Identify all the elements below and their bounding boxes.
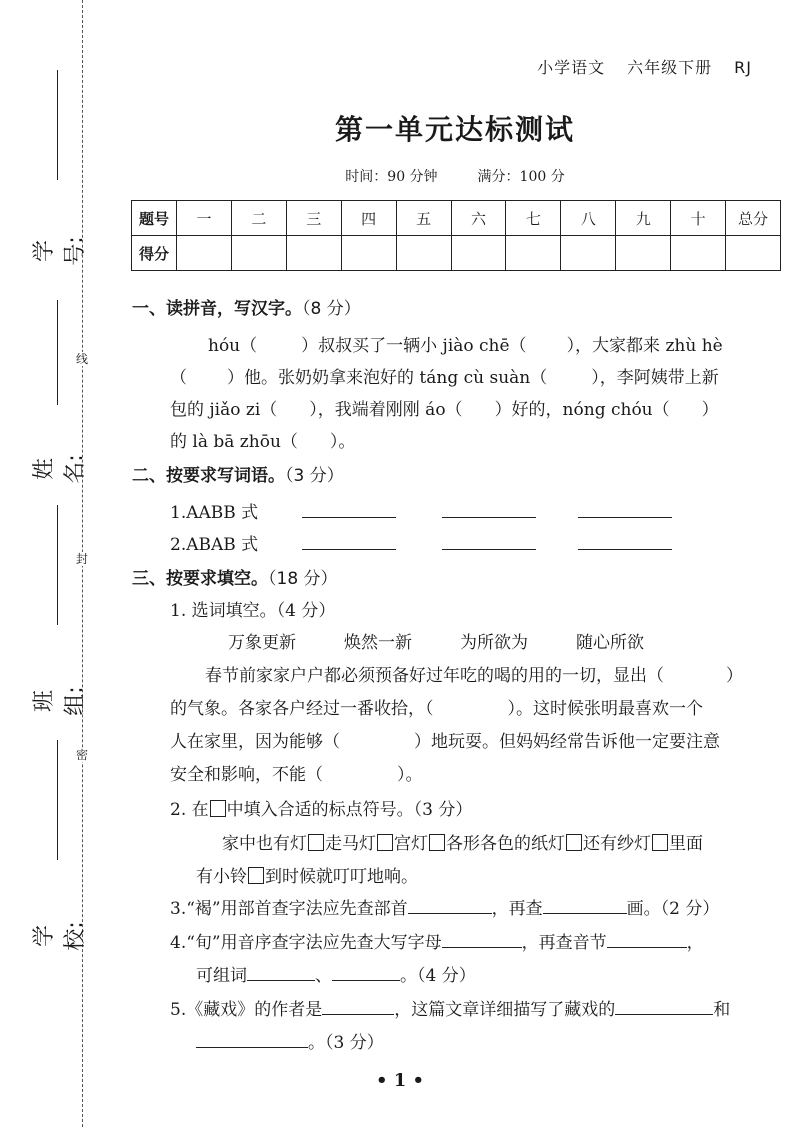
full-score: 满分：100 分 (477, 169, 565, 185)
answer-blank[interactable] (442, 929, 522, 948)
text-run: ，再查 (491, 899, 543, 919)
aabb-row (170, 498, 672, 523)
aabb-label: 1.AABB 式 (170, 503, 259, 523)
text-run: 到时候就叮叮地响。 (265, 867, 418, 887)
text-run: ），李阿姨带上新 (591, 368, 719, 388)
q5-line1 (170, 995, 730, 1020)
q3 (170, 894, 719, 919)
score-cell[interactable] (616, 236, 671, 271)
punctuation-box[interactable] (308, 834, 324, 851)
class-line (57, 505, 58, 625)
section1-title: 一、读拼音，写汉字。 (132, 299, 302, 319)
q2-title (170, 795, 472, 820)
text-run: hóu（ (208, 336, 258, 356)
punctuation-box[interactable] (652, 834, 668, 851)
square-box-icon (210, 800, 226, 817)
score-row (132, 236, 781, 271)
text-run: ）他。张奶奶拿来泡好的 táng cù suàn（ (227, 368, 548, 388)
section1-line3 (170, 395, 719, 420)
text-run: ）好的，nóng chóu（ (494, 400, 670, 420)
text-run: ）地玩耍。但妈妈经常告诉他一定要注意 (414, 732, 720, 752)
answer-blank[interactable] (442, 531, 536, 550)
text-run: ），大家都来 zhù hè (566, 336, 723, 356)
word-option: 焕然一新 (344, 633, 412, 653)
score-cell[interactable] (506, 236, 561, 271)
section2-points: （3 分） (285, 466, 344, 486)
page-number: • 1 • (375, 1070, 425, 1091)
col-header: 五 (396, 201, 451, 236)
word-option: 随心所欲 (576, 633, 644, 653)
score-cell[interactable] (396, 236, 451, 271)
col-header: 九 (616, 201, 671, 236)
text-run: 3.“褐”用部首查字法应先查部首 (170, 899, 408, 919)
answer-blank[interactable] (442, 499, 536, 518)
edition-label: RJ (734, 58, 752, 77)
col-header: 一 (177, 201, 232, 236)
text-run: 家中也有灯 (222, 834, 307, 854)
q1-word-bank (228, 628, 644, 653)
text-run: 画。（2 分） (626, 899, 720, 919)
answer-blank[interactable] (615, 996, 713, 1015)
exam-info (130, 166, 780, 186)
abab-label: 2.ABAB 式 (170, 535, 259, 555)
text-run: 、 (315, 966, 332, 986)
q1-title: 1. 选词填空。（4 分） (170, 601, 336, 621)
score-cell[interactable] (231, 236, 286, 271)
section2-title: 二、按要求写词语。 (132, 466, 285, 486)
answer-blank[interactable] (322, 996, 394, 1015)
col-header: 八 (561, 201, 616, 236)
text-run: 里面 (669, 834, 703, 854)
col-header: 六 (451, 201, 506, 236)
name-label: 姓名: (32, 454, 88, 484)
text-run: 安全和影响，不能（ (170, 765, 323, 785)
answer-blank[interactable] (578, 531, 672, 550)
col-header: 四 (341, 201, 396, 236)
school-label: 学校: (32, 921, 88, 951)
text-run: 人在家里，因为能够（ (170, 732, 340, 752)
section1-points: （8 分） (302, 299, 361, 319)
col-header: 十 (671, 201, 726, 236)
score-cell[interactable] (671, 236, 726, 271)
section1-line1 (208, 331, 723, 356)
section1-line2 (170, 363, 719, 388)
q2-line1 (222, 829, 703, 854)
col-header: 二 (231, 201, 286, 236)
answer-blank[interactable] (332, 962, 400, 981)
student-id-line (57, 70, 58, 180)
cut-word-line: 线 (75, 352, 88, 366)
score-cell[interactable] (341, 236, 396, 271)
answer-blank[interactable] (543, 895, 627, 914)
punctuation-box[interactable] (566, 834, 582, 851)
score-cell[interactable] (561, 236, 616, 271)
punctuation-box[interactable] (377, 834, 393, 851)
section3-points: （18 分） (268, 569, 338, 589)
text-run: 可组词 (196, 966, 247, 986)
score-cell[interactable] (177, 236, 232, 271)
class-label: 班组: (32, 686, 88, 716)
grade-label: 六年级下册 (627, 58, 713, 77)
text-run: 各形各色的纸灯 (446, 834, 565, 854)
punctuation-box[interactable] (429, 834, 445, 851)
answer-blank[interactable] (302, 531, 396, 550)
text-run: 包的 jiǎo zi（ (170, 400, 278, 420)
score-cell[interactable] (286, 236, 341, 271)
section3-heading (132, 564, 338, 589)
subject-label: 小学语文 (537, 58, 606, 77)
book-info (537, 55, 752, 78)
text-run: ）。 (329, 432, 356, 452)
section1-line4 (170, 427, 355, 452)
text-run: ）。这时候张明最喜欢一个 (507, 699, 703, 719)
text-run: ），我端着刚刚 áo（ (309, 400, 463, 420)
answer-blank[interactable] (578, 499, 672, 518)
text-run: ， (686, 933, 704, 953)
q1-line1 (205, 661, 743, 686)
text-run: ）叔叔买了一辆小 jiào chē（ (301, 336, 527, 356)
text-run: 5.《藏戏》的作者是 (170, 1000, 323, 1020)
text-run: ，这篇文章详细描写了藏戏的 (394, 1000, 616, 1020)
name-field[interactable] (32, 300, 88, 500)
score-table (131, 200, 781, 271)
col-header: 总分 (726, 201, 781, 236)
section1-heading (132, 294, 361, 319)
answer-blank[interactable] (302, 499, 396, 518)
answer-blank[interactable] (408, 895, 492, 914)
page-title: 第一单元达标测试 (334, 113, 575, 146)
text-run: 宫灯 (394, 834, 428, 854)
text-run: 还有纱灯 (583, 834, 651, 854)
school-field[interactable] (32, 740, 88, 951)
text-run: 的 là bā zhōu（ (170, 432, 298, 452)
text-run: 中填入合适的标点符号。（3 分） (226, 800, 473, 820)
q2-line2 (196, 862, 418, 887)
abab-row (170, 530, 672, 555)
student-id-label: 学号: (32, 236, 88, 266)
word-option: 万象更新 (228, 633, 296, 653)
text-run: 的气象。各家各户经过一番收拾，（ (170, 699, 434, 719)
student-id-field[interactable] (32, 70, 88, 270)
q1-line2 (170, 694, 703, 719)
text-run: 。（3 分） (308, 1033, 384, 1053)
col-header: 七 (506, 201, 561, 236)
q4-line2 (196, 961, 476, 986)
cut-word-secret: 密 (75, 748, 88, 762)
answer-blank[interactable] (196, 1029, 308, 1048)
text-run: 有小铃 (196, 867, 247, 887)
punctuation-box[interactable] (248, 867, 264, 884)
text-run: 和 (713, 1000, 731, 1020)
answer-blank[interactable] (607, 929, 687, 948)
text-run: （ (170, 368, 187, 388)
text-run: 。（4 分） (400, 966, 476, 986)
text-run: ） (726, 666, 743, 686)
score-cell[interactable] (451, 236, 506, 271)
word-option: 为所欲为 (460, 633, 528, 653)
q4-line1 (170, 928, 704, 953)
answer-blank[interactable] (247, 962, 315, 981)
class-field[interactable] (32, 505, 88, 716)
q1-line3 (170, 727, 720, 752)
text-run: 春节前家家户户都必须预备好过年吃的喝的用的一切，显出（ (205, 666, 664, 686)
text-run: 2. 在 (170, 800, 209, 820)
text-run: ，再查音节 (521, 933, 607, 953)
cut-word-seal: 封 (75, 552, 88, 566)
score-header: 得分 (132, 236, 177, 271)
q5-line2 (196, 1028, 384, 1053)
q1-line4 (170, 760, 423, 785)
name-line (57, 300, 58, 405)
question-number-header: 题号 (132, 201, 177, 236)
text-run: 走马灯 (325, 834, 376, 854)
score-cell[interactable] (726, 236, 781, 271)
col-header: 三 (286, 201, 341, 236)
text-run: 4.“旬”用音序查字法应先查大写字母 (170, 933, 442, 953)
time-limit: 时间：90 分钟 (345, 169, 438, 185)
text-run: ）。 (397, 765, 423, 785)
school-line (57, 740, 58, 860)
question-number-row (132, 201, 781, 236)
section3-title: 三、按要求填空。 (132, 569, 268, 589)
section2-heading (132, 461, 344, 486)
text-run: ） (701, 400, 719, 420)
